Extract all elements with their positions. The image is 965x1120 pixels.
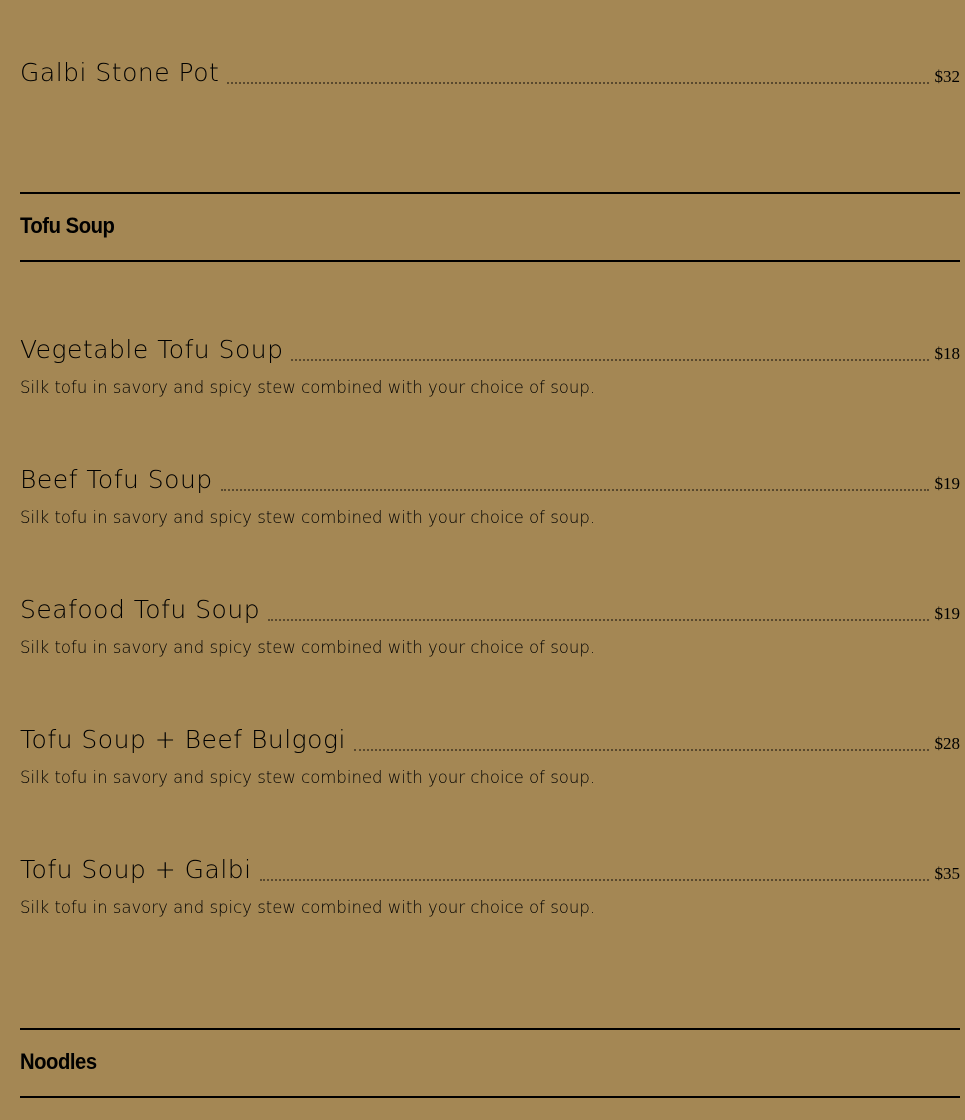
menu-item-description: Silk tofu in savory and spicy stew combined with your choice of soup. xyxy=(20,638,596,657)
menu-item-description: Silk tofu in savory and spicy stew combined with your choice of soup. xyxy=(20,898,596,917)
menu-item-tofu-soup-galbi xyxy=(20,855,960,919)
section-title-noodles: Noodles xyxy=(20,1049,97,1074)
menu-item-row xyxy=(20,465,960,495)
dot-leader xyxy=(268,619,928,621)
menu-item-price: $35 xyxy=(934,864,960,883)
menu-item-name: Vegetable Tofu Soup xyxy=(20,335,284,364)
menu-item-name: Seafood Tofu Soup xyxy=(20,595,261,624)
menu-item-row xyxy=(20,725,960,755)
menu-item-tofu-soup-beef-bulgogi xyxy=(20,725,960,789)
menu-item-price: $18 xyxy=(934,344,960,363)
menu-item-price: $28 xyxy=(934,734,960,753)
menu-item-name: Beef Tofu Soup xyxy=(20,465,213,494)
section-divider-bottom xyxy=(20,260,960,262)
menu-item-description: Silk tofu in savory and spicy stew combined with your choice of soup. xyxy=(20,378,596,397)
dot-leader xyxy=(354,749,929,751)
menu-item-row xyxy=(20,335,960,365)
menu-item-row xyxy=(20,595,960,625)
section-divider-top xyxy=(20,1028,960,1030)
menu-item-name: Tofu Soup + Beef Bulgogi xyxy=(20,725,346,754)
dot-leader xyxy=(260,879,929,881)
menu-item-price: $19 xyxy=(934,474,960,493)
section-divider-top xyxy=(20,192,960,194)
menu-item-price: $32 xyxy=(934,67,960,86)
menu-item-description: Silk tofu in savory and spicy stew combined with your choice of soup. xyxy=(20,508,596,527)
menu-item-galbi-stone-pot xyxy=(20,58,960,88)
menu-item-name: Tofu Soup + Galbi xyxy=(20,855,252,884)
menu-item-seafood-tofu-soup xyxy=(20,595,960,659)
menu-item-price: $19 xyxy=(934,604,960,623)
menu-item-name: Galbi Stone Pot xyxy=(20,58,220,87)
dot-leader xyxy=(221,489,929,491)
menu-item-vegetable-tofu-soup xyxy=(20,335,960,399)
section-title-tofu-soup: Tofu Soup xyxy=(20,213,115,238)
dot-leader xyxy=(291,359,928,361)
menu-item-row xyxy=(20,58,960,88)
menu-item-row xyxy=(20,855,960,885)
dot-leader xyxy=(227,82,928,84)
section-divider-bottom xyxy=(20,1096,960,1098)
menu-item-description: Silk tofu in savory and spicy stew combined with your choice of soup. xyxy=(20,768,596,787)
menu-item-beef-tofu-soup xyxy=(20,465,960,529)
